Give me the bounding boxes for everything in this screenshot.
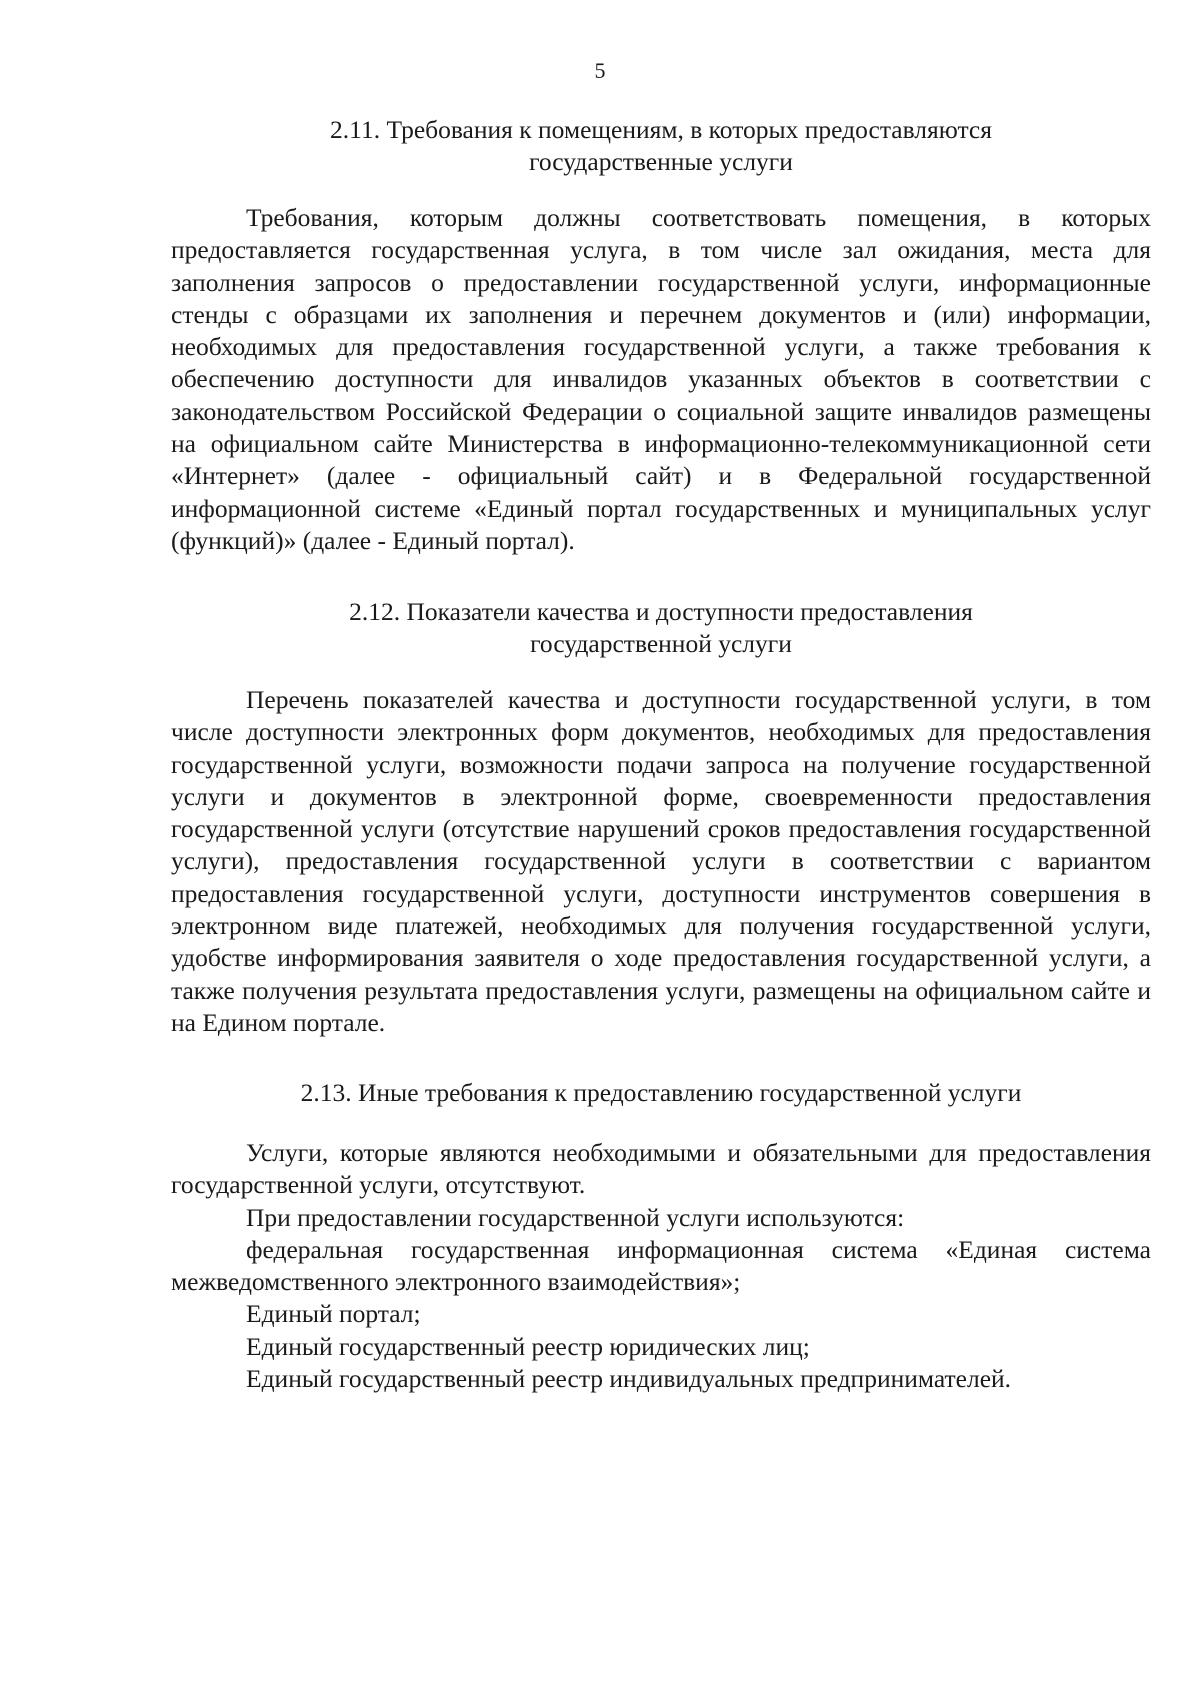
- paragraph: Услуги, которые являются необходимыми и обязательными для предоставления государственной услуги, отсутствуют.: [171, 1138, 1151, 1200]
- section-heading: [171, 596, 1151, 661]
- list-item: Единый государственный реестр индивидуальных предпринимателей.: [246, 1364, 1012, 1394]
- heading-line: 2.12. Показатели качества и доступности предоставления: [349, 597, 973, 626]
- section-2-11: [171, 114, 1151, 179]
- section-2-12: [171, 596, 1151, 661]
- heading-line: государственной услуги: [530, 629, 792, 659]
- section-2-13: [171, 1077, 1151, 1109]
- page-number: 5: [594, 58, 606, 83]
- heading-line: 2.11. Требования к помещениям, в которых предоставляются: [330, 115, 992, 144]
- section-2-13-body: [171, 1137, 1151, 1395]
- paragraph: федеральная государственная информационная система «Единая система межведомственного электронного взаимодействия»;: [171, 1234, 1151, 1297]
- section-2-12-body: [171, 684, 1151, 1039]
- section-heading: [171, 1077, 1151, 1109]
- list-item: Единый государственный реестр юридических лиц;: [246, 1331, 810, 1361]
- heading-line: государственные услуги: [529, 147, 793, 177]
- section-heading: [171, 114, 1151, 179]
- paragraph: При предоставлении государственной услуги используются:: [246, 1202, 905, 1232]
- section-2-11-body: [171, 202, 1151, 557]
- list-item: Единый портал;: [246, 1299, 421, 1329]
- paragraph: Перечень показателей качества и доступности государственной услуги, в том числе доступности электронных форм документов, необходимых для предоставления государственной услуги, возможности подачи запроса на получение государственной услуги и документов в электронной форме, своевременности предоставления государственной услуги (отсутствие нарушений сроков предоставления государственной услуги), предоставления государственной услуги в соответствии с вариантом предоставления государственной услуги, доступности инструментов совершения в электронном виде платежей, необходимых для получения государственной услуги, удобстве информирования заявителя о ходе предоставления государственной услуги, а также получения результата предоставления услуги, размещены на официальном сайте и на Едином портале.: [171, 685, 1151, 1037]
- heading-line: 2.13. Иные требования к предоставлению государственной услуги: [300, 1078, 1022, 1107]
- paragraph: Требования, которым должны соответствовать помещения, в которых предоставляется государственная услуга, в том числе зал ожидания, места для заполнения запросов о предоставлении государственной услуги, информационные стенды с образцами их заполнения и перечнем документов и (или) информации, необходимых для предоставления государственной услуги, а также требования к обеспечению доступности для инвалидов указанных объектов в соответствии с законодательством Российской Федерации о социальной защите инвалидов размещены на официальном сайте Министерства в информационно-телекоммуникационной сети «Интернет» (далее - официальный сайт) и в Федеральной государственной информационной системе «Единый портал государственных и муниципальных услуг (функций)» (далее - Единый портал).: [171, 203, 1151, 555]
